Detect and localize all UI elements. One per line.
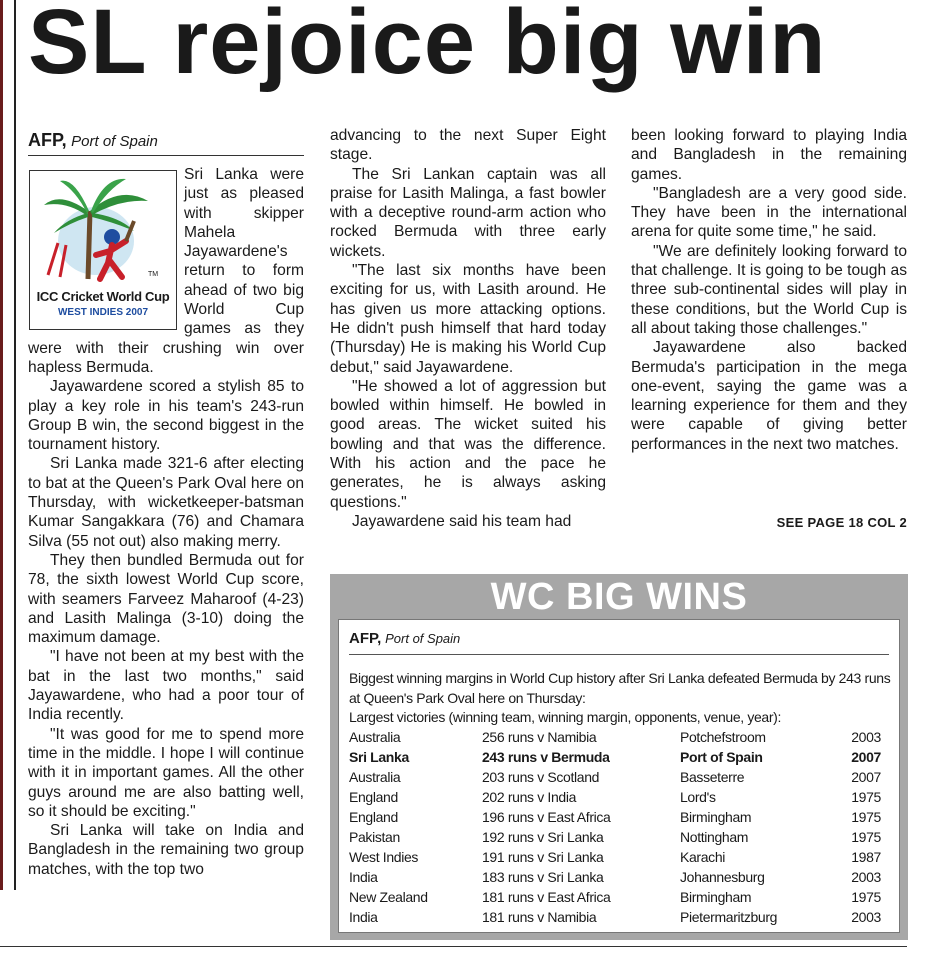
paragraph: Jayawardene scored a stylish 85 to play a key role in his team's 243-run Group B win, the second biggest in the tournament history. xyxy=(28,378,304,454)
table-row xyxy=(349,907,881,927)
paragraph: "The last six months have been exciting for us, with Lasith around. He has given us more attacking options. He didn't push himself that hard today (Thursday) He is making his World Cup debut," said Jayawardene. xyxy=(330,262,606,376)
sidebar-byline-place: Port of Spain xyxy=(385,631,461,646)
article-column-3 xyxy=(631,126,907,454)
cell-year: 2003 xyxy=(851,729,881,745)
cell-year: 1975 xyxy=(851,789,881,805)
paragraph-continued: been looking forward to playing India and Bangladesh in the remaining games. xyxy=(631,127,907,183)
sidebar-byline-rule xyxy=(349,654,889,655)
cell-margin: 181 runs v East Africa xyxy=(482,889,611,905)
cell-venue: Lord's xyxy=(680,789,716,805)
table-row xyxy=(349,767,881,787)
sidebar-title: WC BIG WINS xyxy=(490,576,748,618)
cell-margin: 202 runs v India xyxy=(482,789,577,805)
paragraph: "He showed a lot of aggression but bowled within himself. He bowled in good areas. The wicket suited his bowling and that was the difference. With his action and the pace he generates, he is always asking questions." xyxy=(330,377,606,511)
cell-year: 2003 xyxy=(851,909,881,925)
cell-venue: Potchefstroom xyxy=(680,729,766,745)
cell-year: 1975 xyxy=(851,889,881,905)
cell-year: 2003 xyxy=(851,869,881,885)
table-row xyxy=(349,887,881,907)
cell-margin: 191 runs v Sri Lanka xyxy=(482,849,604,865)
paragraph-continued: advancing to the next Super Eight stage. xyxy=(330,127,606,164)
cell-team: West Indies xyxy=(349,849,419,865)
sidebar-byline xyxy=(349,630,460,647)
table-row xyxy=(349,827,881,847)
cell-team: Australia xyxy=(349,769,401,785)
paragraph: Jayawardene said his team had xyxy=(352,512,572,530)
cell-margin: 192 runs v Sri Lanka xyxy=(482,829,604,845)
cell-margin: 256 runs v Namibia xyxy=(482,729,597,745)
cell-venue: Johannesburg xyxy=(680,869,765,885)
article-column-1 xyxy=(28,165,304,879)
table-row xyxy=(349,747,881,767)
cell-year: 2007 xyxy=(851,769,881,785)
article-column-2 xyxy=(330,126,606,531)
page-bottom-rule xyxy=(0,946,907,947)
cell-venue: Birmingham xyxy=(680,809,752,825)
article-byline xyxy=(28,130,303,151)
table-row xyxy=(349,787,881,807)
wc-big-wins-sidebar xyxy=(330,574,908,940)
paragraph: Sri Lanka will take on India and Bangladesh in the remaining two group matches, with the top two xyxy=(28,822,304,878)
paragraph: Jayawardene also backed Bermuda's participation in the mega one-event, saying the game was a learning experience for them and they were capable of giving better performances in the next two matches. xyxy=(631,339,907,453)
paragraph: They then bundled Bermuda out for 78, the sixth lowest World Cup score, with seamers Farveez Maharoof (4-23) and Lasith Malinga (3-10) doing the maximum damage. xyxy=(28,551,304,647)
cell-margin: 243 runs v Bermuda xyxy=(482,749,610,765)
paragraph: "We are definitely looking forward to that challenge. It is going to be tough as three sub-continental sides will play in these conditions, but the World Cup is all about taking those challenges." xyxy=(631,242,907,337)
logo-trademark: TM xyxy=(148,271,159,278)
cell-team: India xyxy=(349,909,378,925)
cell-margin: 196 runs v East Africa xyxy=(482,809,611,825)
cell-year: 1975 xyxy=(851,809,881,825)
paragraph: The Sri Lankan captain was all praise for Lasith Malinga, a fast bowler with a deceptive round-arm action who rocked Bermuda with three early wickets. xyxy=(330,165,606,260)
cell-venue: Birmingham xyxy=(680,889,752,905)
column-divider-rule xyxy=(14,0,16,890)
cell-year: 1987 xyxy=(851,849,881,865)
cell-margin: 183 runs v Sri Lanka xyxy=(482,869,604,885)
sidebar-intro: Biggest winning margins in World Cup history after Sri Lanka defeated Bermuda by 243 runs at Queen's Park Oval here on Thursday: xyxy=(349,670,891,706)
byline-agency: AFP, xyxy=(28,130,67,150)
table-row xyxy=(349,867,881,887)
logo-title: ICC Cricket World Cup xyxy=(36,289,170,304)
cell-venue: Nottingham xyxy=(680,829,749,845)
table-row xyxy=(349,847,881,867)
cell-team: Pakistan xyxy=(349,829,400,845)
cell-team: Australia xyxy=(349,729,401,745)
table-row xyxy=(349,807,881,827)
byline-place: Port of Spain xyxy=(71,133,158,150)
cell-team: India xyxy=(349,869,378,885)
cell-team: England xyxy=(349,809,398,825)
table-row xyxy=(349,727,881,747)
big-wins-table xyxy=(349,727,881,927)
cell-year: 1975 xyxy=(851,829,881,845)
paragraph: "It was good for me to spend more time in the middle. I hope I will continue with it in important games. All the other guys around me are also batting well, so it should be exciting." xyxy=(28,725,304,820)
cell-venue: Basseterre xyxy=(680,769,745,785)
sidebar-body xyxy=(338,619,900,933)
cell-margin: 203 runs v Scotland xyxy=(482,769,600,785)
paragraph: "Bangladesh are a very good side. They have been in the international arena for quite some time," he said. xyxy=(631,184,907,241)
continuation-reference: SEE PAGE 18 COL 2 xyxy=(776,515,907,530)
cell-venue: Port of Spain xyxy=(680,749,763,765)
byline-rule xyxy=(28,155,304,156)
paragraph: Sri Lanka were just as pleased with skipper Mahela Jayawardene's return to form ahead of two big World Cup games as they were with their crushing win over hapless Bermuda. xyxy=(28,166,304,376)
cell-team: New Zealand xyxy=(349,889,428,905)
cell-year: 2007 xyxy=(851,749,881,765)
cell-team: Sri Lanka xyxy=(349,749,409,765)
paragraph: Sri Lanka made 321-6 after electing to bat at the Queen's Park Oval here on Thursday, with wicketkeeper-batsman Kumar Sangakkara (76) and Chamara Silva (55 not out) also making merry. xyxy=(28,455,304,550)
logo-subtitle: WEST INDIES 2007 xyxy=(57,307,149,318)
paragraph: "I have not been at my best with the bat in the last two months," said Jayawardene, who had a poor tour of India recently. xyxy=(28,648,304,724)
headline: SL rejoice big win xyxy=(28,0,827,93)
cell-team: England xyxy=(349,789,398,805)
sidebar-subhead: Largest victories (winning team, winning margin, opponents, venue, year): xyxy=(349,709,782,725)
cell-venue: Pietermaritzburg xyxy=(680,909,778,925)
cell-venue: Karachi xyxy=(680,849,726,865)
cell-margin: 181 runs v Namibia xyxy=(482,909,597,925)
page-edge-color-strip xyxy=(0,0,3,890)
sidebar-byline-agency: AFP, xyxy=(349,630,382,647)
